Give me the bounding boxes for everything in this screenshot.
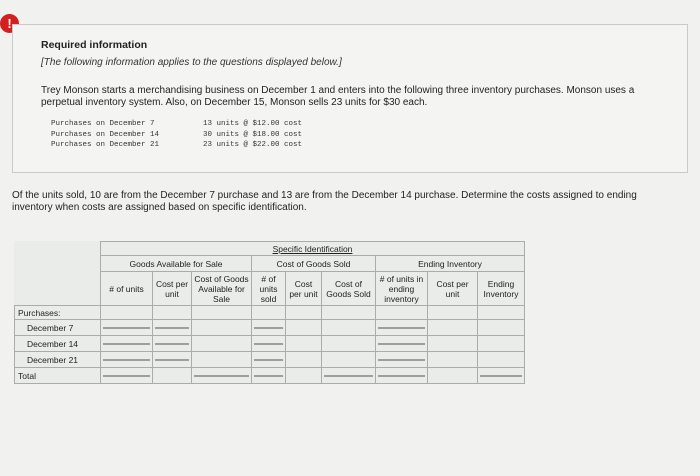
units-sold-input[interactable] bbox=[254, 327, 283, 329]
purchases-list bbox=[51, 119, 302, 151]
col-cost-goods-available: Cost of Goods Available for Sale bbox=[192, 272, 252, 306]
row-label-dec14: December 14 bbox=[15, 336, 101, 352]
col-ending-inventory: Ending Inventory bbox=[478, 272, 525, 306]
cost-per-unit-input[interactable] bbox=[155, 359, 189, 361]
question-text: Of the units sold, 10 are from the December 7 purchase and 13 are from the December 14 purchase. Determine the costs assigned to ending inventory when costs are assigned based on specific identification. bbox=[12, 190, 637, 213]
purchase-row bbox=[51, 130, 302, 141]
total-units-sold-input[interactable] bbox=[254, 375, 283, 377]
col-units: # of units bbox=[101, 272, 153, 306]
purchase-row bbox=[51, 140, 302, 151]
purchase-label: Purchases on December 7 bbox=[51, 120, 155, 128]
units-input[interactable] bbox=[103, 343, 150, 345]
col-cost-per-unit: Cost per unit bbox=[153, 272, 192, 306]
units-input[interactable] bbox=[103, 359, 150, 361]
purchase-detail: 30 units @ $18.00 cost bbox=[203, 130, 303, 139]
purchase-label: Purchases on December 14 bbox=[51, 130, 160, 139]
total-units-input[interactable] bbox=[103, 375, 150, 377]
cost-per-unit-input[interactable] bbox=[155, 327, 189, 329]
required-info-subtitle: [The following information applies to the questions displayed below.] bbox=[41, 57, 342, 68]
group-goods-available: Goods Available for Sale bbox=[101, 256, 252, 272]
units-sold-input[interactable] bbox=[254, 343, 283, 345]
purchase-detail: 13 units @ $12.00 cost bbox=[203, 120, 303, 128]
total-ending-inventory-input[interactable] bbox=[480, 375, 522, 377]
problem-intro: Trey Monson starts a merchandising business on December 1 and enters into the following three inventory purchases. Monson uses a perpetual inventory system. Also, on December 15, Monson sells 23 units for $30 each. bbox=[41, 85, 635, 108]
required-info-title: Required information bbox=[41, 39, 148, 51]
row-label-total: Total bbox=[15, 368, 101, 384]
purchase-detail: 23 units @ $22.00 cost bbox=[203, 141, 303, 149]
purchase-label: Purchases on December 21 bbox=[51, 141, 160, 149]
specific-identification-table bbox=[14, 241, 525, 384]
col-units-sold: # of units sold bbox=[252, 272, 286, 306]
group-ending-inventory: Ending Inventory bbox=[376, 256, 525, 272]
purchase-row bbox=[51, 119, 302, 130]
units-ending-input[interactable] bbox=[378, 343, 425, 345]
col-ending-cost-per-unit: Cost per unit bbox=[428, 272, 478, 306]
row-label-dec7: December 7 bbox=[15, 320, 101, 336]
table-title: Specific Identification bbox=[101, 242, 525, 256]
alert-icon: ! bbox=[0, 14, 19, 33]
cost-per-unit-input[interactable] bbox=[155, 343, 189, 345]
col-cost-goods-sold: Cost of Goods Sold bbox=[322, 272, 376, 306]
total-goods-available-input[interactable] bbox=[194, 375, 249, 377]
group-cost-of-goods-sold: Cost of Goods Sold bbox=[252, 256, 376, 272]
row-label-purchases: Purchases: bbox=[15, 306, 101, 320]
col-cogs-cost-per-unit: Cost per unit bbox=[286, 272, 322, 306]
total-cogs-input[interactable] bbox=[324, 375, 373, 377]
row-label-dec21: December 21 bbox=[15, 352, 101, 368]
required-information-panel bbox=[12, 24, 688, 173]
units-ending-input[interactable] bbox=[378, 359, 425, 361]
units-input[interactable] bbox=[103, 327, 150, 329]
total-units-ending-input[interactable] bbox=[378, 375, 425, 377]
col-units-ending: # of units in ending inventory bbox=[376, 272, 428, 306]
units-sold-input[interactable] bbox=[254, 359, 283, 361]
units-ending-input[interactable] bbox=[378, 327, 425, 329]
